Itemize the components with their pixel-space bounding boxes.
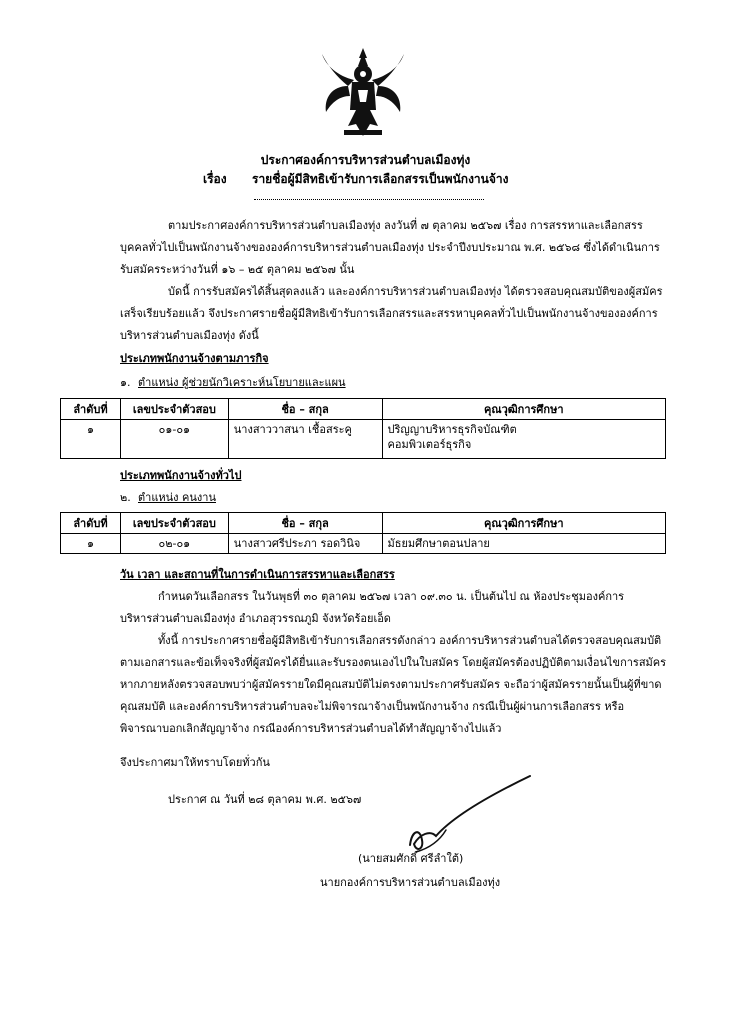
col-header-name: ชื่อ – สกุล bbox=[228, 513, 382, 534]
section2-position-label: ตำแหน่ง คนงาน bbox=[138, 491, 216, 504]
cell-name: นางสาวศรีประภา รอดวินิจ bbox=[228, 534, 382, 554]
qualification-line-1: ปริญญาบริหารธุรกิจบัณฑิต bbox=[387, 423, 517, 436]
schedule-heading: วัน เวลา และสถานที่ในการดำเนินการสรรหาและเลือกสรร bbox=[120, 568, 395, 581]
para2-line-2: เสร็จเรียบร้อยแล้ว จึงประกาศรายชื่อผู้มีสิทธิเข้ารับการเลือกสรรและสรรหาบุคคลทั่วไปเป็นพนักงานจ้างขององค์การ bbox=[120, 307, 658, 320]
col-header-order: ลำดับที่ bbox=[61, 399, 121, 420]
schedule-line-2: บริหารส่วนตำบลเมืองทุ่ง อำเภอสุวรรณภูมิ จังหวัดร้อยเอ็ด bbox=[120, 612, 391, 625]
notice-line-5: พิจารณาบอกเลิกสัญญาจ้าง กรณีองค์การบริหารส่วนตำบลได้ทำสัญญาจ้างไปแล้ว bbox=[120, 722, 502, 735]
closing-announce: จึงประกาศมาให้ทราบโดยทั่วกัน bbox=[120, 756, 270, 769]
para2-line-3: บริหารส่วนตำบลเมืองทุ่ง ดังนี้ bbox=[120, 329, 259, 342]
notice-line-3: หากภายหลังตรวจสอบพบว่าผู้สมัครรายใดมีคุณสมบัติไม่ตรงตามประกาศรับสมัคร จะถือว่าผู้สมัครรายนั้นเป็นผู้ที่ขาด bbox=[120, 678, 662, 691]
table-header-row bbox=[61, 399, 666, 420]
cell-qualification: มัธยมศึกษาตอนปลาย bbox=[382, 534, 666, 554]
schedule-line-1: กำหนดวันเลือกสรร ในวันพุธที่ ๓๐ ตุลาคม ๒๕๖๗ เวลา ๐๙.๓๐ น. เป็นต้นไป ณ ห้องประชุมองค์การ bbox=[158, 590, 625, 603]
section1-table bbox=[60, 398, 666, 459]
col-header-qualification: คุณวุฒิการศึกษา bbox=[382, 399, 666, 420]
signatory-name: (นายสมศักดิ์ ศรีลำใต้) bbox=[358, 852, 464, 865]
document-title: ประกาศองค์การบริหารส่วนตำบลเมืองทุ่ง bbox=[260, 153, 471, 167]
cell-order: ๑ bbox=[61, 420, 121, 459]
section1-position-label: ตำแหน่ง ผู้ช่วยนักวิเคราะห์นโยบายและแผน bbox=[138, 376, 346, 389]
section2-table bbox=[60, 512, 666, 554]
cell-exam-id: ๐๒-๐๑ bbox=[120, 534, 228, 554]
table-row bbox=[61, 420, 666, 459]
table-header-row bbox=[61, 513, 666, 534]
section2-position-no: ๒. bbox=[120, 491, 131, 504]
section1-position-no: ๑. bbox=[120, 376, 131, 389]
notice-line-4: คุณสมบัติ และองค์การบริหารส่วนตำบลจะไม่พิจารณาจ้างเป็นพนักงานจ้าง กรณีเป็นผู้ผ่านการเลือกสรร หรือ bbox=[120, 700, 625, 713]
col-header-name: ชื่อ – สกุล bbox=[228, 399, 382, 420]
notice-line-2: ตามเอกสารและข้อเท็จจริงที่ผู้สมัครได้ยื่นและรับรองตนเองไปในใบสมัคร โดยผู้สมัครต้องปฏิบัติตามเงื่อนไขการสมัคร bbox=[120, 656, 667, 669]
intro-line-3: รับสมัครระหว่างวันที่ ๑๖ – ๒๕ ตุลาคม ๒๕๖๗ นั้น bbox=[120, 263, 355, 276]
subject-text: รายชื่อผู้มีสิทธิเข้ารับการเลือกสรรเป็นพนักงานจ้าง bbox=[252, 172, 509, 186]
cell-order: ๑ bbox=[61, 534, 121, 554]
col-header-order: ลำดับที่ bbox=[61, 513, 121, 534]
title-divider bbox=[254, 197, 484, 200]
table-row bbox=[61, 534, 666, 554]
para2-line-1: บัดนี้ การรับสมัครได้สิ้นสุดลงแล้ว และองค์การบริหารส่วนตำบลเมืองทุ่ง ได้ตรวจสอบคุณสมบัติของผู้สมัคร bbox=[168, 285, 663, 298]
section1-type-heading: ประเภทพนักงานจ้างตามภารกิจ bbox=[120, 352, 269, 365]
cell-name: นางสาววาสนา เชื้อสระคู bbox=[228, 420, 382, 459]
garuda-emblem-icon bbox=[318, 46, 408, 142]
col-header-qualification: คุณวุฒิการศึกษา bbox=[382, 513, 666, 534]
intro-line-1: ตามประกาศองค์การบริหารส่วนตำบลเมืองทุ่ง ลงวันที่ ๗ ตุลาคม ๒๕๖๗ เรื่อง การสรรหาและเลือกสรร bbox=[168, 219, 643, 232]
subject-label: เรื่อง bbox=[203, 172, 227, 186]
section2-type-heading: ประเภทพนักงานจ้างทั่วไป bbox=[120, 469, 242, 482]
col-header-exam-id: เลขประจำตัวสอบ bbox=[120, 513, 228, 534]
cell-exam-id: ๐๑-๐๑ bbox=[120, 420, 228, 459]
col-header-exam-id: เลขประจำตัวสอบ bbox=[120, 399, 228, 420]
notice-line-1: ทั้งนี้ การประกาศรายชื่อผู้มีสิทธิเข้ารับการเลือกสรรดังกล่าว องค์การบริหารส่วนตำบลได้ตรวจสอบคุณสมบัติ bbox=[158, 634, 662, 647]
cell-qualification bbox=[382, 420, 666, 459]
signatory-title: นายกองค์การบริหารส่วนตำบลเมืองทุ่ง bbox=[320, 876, 501, 889]
closing-date-line: ประกาศ ณ วันที่ ๒๘ ตุลาคม พ.ศ. ๒๕๖๗ bbox=[168, 793, 362, 806]
intro-line-2: บุคคลทั่วไปเป็นพนักงานจ้างขององค์การบริหารส่วนตำบลเมืองทุ่ง ประจำปีงบประมาณ พ.ศ. ๒๕๖๘ ซึ่งได้ดำเนินการ bbox=[120, 241, 660, 254]
qualification-line-2: คอมพิวเตอร์ธุรกิจ bbox=[387, 438, 472, 451]
